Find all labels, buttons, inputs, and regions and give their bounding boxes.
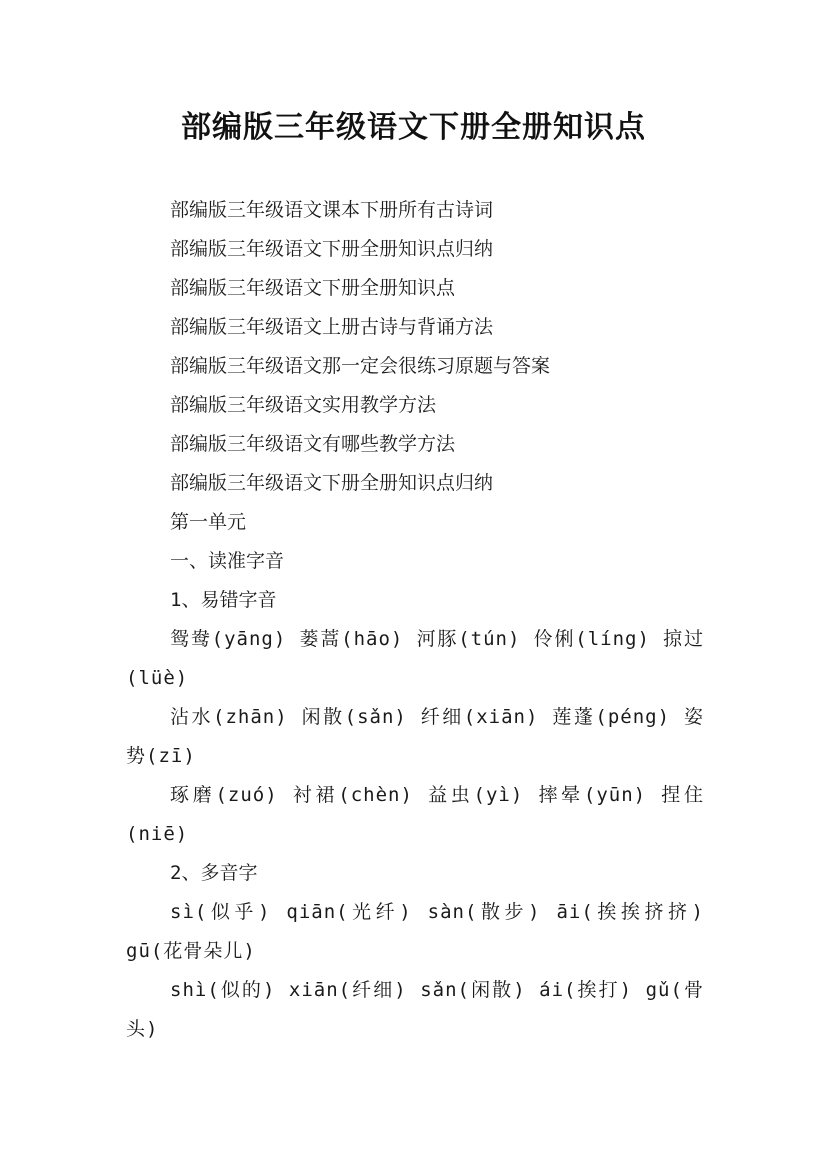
- pinyin-paragraph: 沾水(zhān) 闲散(sǎn) 纤细(xiān) 莲蓬(péng) 姿势(zī): [126, 706, 704, 767]
- pinyin-paragraph: 鸳鸯(yāng) 蒌蒿(hāo) 河豚(tún) 伶俐(líng) 掠过(lüè): [126, 628, 704, 689]
- related-link[interactable]: 部编版三年级语文下册全册知识点归纳: [170, 472, 494, 494]
- related-link[interactable]: 部编版三年级语文那一定会很练习原题与答案: [170, 355, 551, 377]
- related-link[interactable]: 部编版三年级语文有哪些教学方法: [170, 433, 456, 455]
- pinyin-paragraph: sì(似乎) qiān(光纤) sàn(散步) āi(挨挨挤挤) gū(花骨朵儿): [126, 901, 704, 962]
- related-link[interactable]: 部编版三年级语文课本下册所有古诗词: [170, 199, 494, 221]
- pinyin-paragraph: shì(似的) xiān(纤细) sǎn(闲散) ái(挨打) gǔ(骨头): [126, 979, 704, 1040]
- unit-heading: 第一单元: [170, 511, 247, 533]
- related-link[interactable]: 部编版三年级语文下册全册知识点: [170, 277, 456, 299]
- document-title: 部编版三年级语文下册全册知识点: [181, 110, 646, 145]
- pinyin-paragraph: 琢磨(zuó) 衬裙(chèn) 益虫(yì) 摔晕(yūn) 捏住(niē): [126, 784, 704, 845]
- related-link[interactable]: 部编版三年级语文上册古诗与背诵方法: [170, 316, 494, 338]
- related-link[interactable]: 部编版三年级语文实用教学方法: [170, 394, 437, 416]
- section-heading: 一、读准字音: [170, 550, 285, 572]
- document-body: [126, 191, 704, 1049]
- subsection-heading: 1、易错字音: [170, 589, 277, 611]
- subsection-heading: 2、多音字: [170, 862, 258, 884]
- related-link[interactable]: 部编版三年级语文下册全册知识点归纳: [170, 238, 494, 260]
